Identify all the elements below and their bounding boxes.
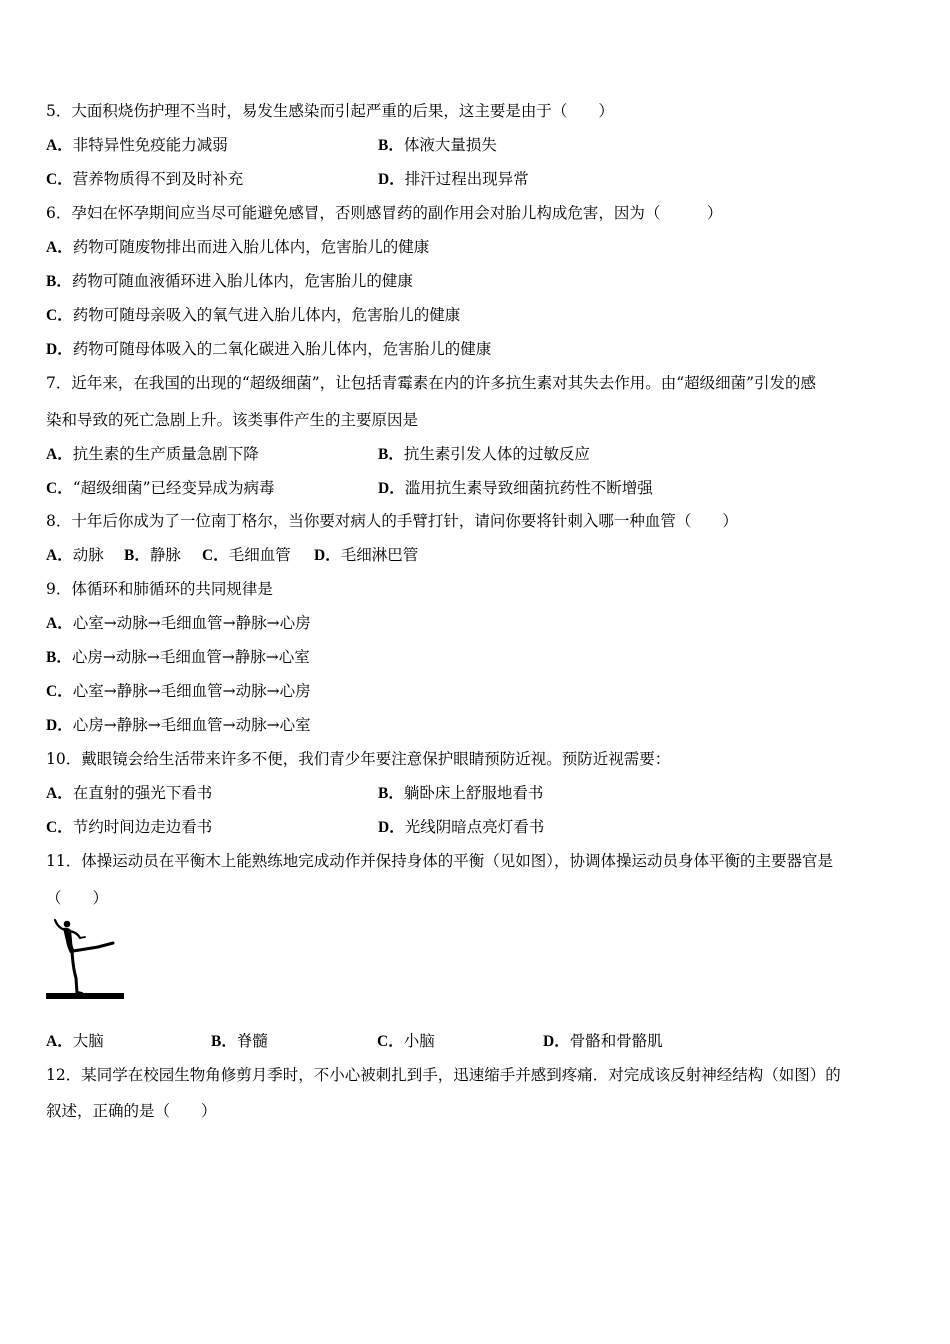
q10-option-c: C．节约时间边走边看书: [46, 818, 213, 836]
q11-option-c: C．小脑: [377, 1032, 435, 1050]
balance-beam: [46, 993, 124, 999]
q10-option-d: D．光线阴暗点亮灯看书: [378, 818, 545, 836]
q5-option-a: A．非特异性免疫能力减弱: [46, 136, 228, 154]
q6-option-c: C．药物可随母亲吸入的氧气进入胎儿体内，危害胎儿的健康: [46, 306, 461, 324]
q10-stem: 10．戴眼镜会给生活带来许多不便，我们青少年要注意保护眼睛预防近视。预防近视需要：: [46, 750, 671, 768]
q5-stem: 5．大面积烧伤护理不当时，易发生感染而引起严重的后果，这主要是由于（ ）: [46, 102, 614, 120]
q7-option-d: D．滥用抗生素导致细菌抗药性不断增强: [378, 479, 653, 497]
q8-option-b: B．静脉: [124, 546, 181, 564]
q7-option-c: C．“超级细菌”已经变异成为病毒: [46, 479, 275, 497]
q11-option-d: D．骨骼和骨骼肌: [543, 1032, 663, 1050]
q8-option-a: A．动脉: [46, 546, 104, 564]
q6-option-a: A．药物可随废物排出而进入胎儿体内，危害胎儿的健康: [46, 238, 430, 256]
q12-stem-line2: 叙述，正确的是（ ）: [46, 1102, 217, 1120]
q8-stem: 8．十年后你成为了一位南丁格尔，当你要对病人的手臂打针，请问你要将针刺入哪一种血管（ ）: [46, 512, 738, 530]
q7-option-a: A．抗生素的生产质量急剧下降: [46, 445, 259, 463]
q6-option-b: B．药物可随血液循环进入胎儿体内，危害胎儿的健康: [46, 272, 413, 290]
q5-option-b: B．体液大量损失: [378, 136, 497, 154]
q8-option-d: D．毛细淋巴管: [314, 546, 419, 564]
q7-option-b: B．抗生素引发人体的过敏反应: [378, 445, 590, 463]
gymnast-silhouette: [55, 920, 113, 993]
q5-option-d: D．排汗过程出现异常: [378, 170, 529, 188]
q11-option-b: B．脊髓: [211, 1032, 268, 1050]
gymnast-on-balance-beam-figure: [44, 916, 128, 1002]
q11-stem-line1: 11．体操运动员在平衡木上能熟练地完成动作并保持身体的平衡（见如图），协调体操运动员身体平衡的主要器官是: [46, 852, 833, 870]
q9-option-a: A．心室→动脉→毛细血管→静脉→心房: [46, 614, 311, 632]
q11-option-a: A．大脑: [46, 1032, 104, 1050]
q7-stem-line1: 7．近年来，在我国的出现的“超级细菌”，让包括青霉素在内的许多抗生素对其失去作用。由“超级细菌”引发的感: [46, 374, 817, 392]
q5-option-c: C．营养物质得不到及时补充: [46, 170, 244, 188]
q9-option-c: C．心室→静脉→毛细血管→动脉→心房: [46, 682, 311, 700]
q6-option-d: D．药物可随母体吸入的二氧化碳进入胎儿体内，危害胎儿的健康: [46, 340, 492, 358]
q10-option-b: B．躺卧床上舒服地看书: [378, 784, 544, 802]
q6-stem: 6．孕妇在怀孕期间应当尽可能避免感冒，否则感冒药的副作用会对胎儿构成危害，因为（ ）: [46, 204, 723, 222]
q9-option-d: D．心房→静脉→毛细血管→动脉→心室: [46, 716, 311, 734]
q9-option-b: B．心房→动脉→毛细血管→静脉→心室: [46, 648, 310, 666]
q10-option-a: A．在直射的强光下看书: [46, 784, 213, 802]
q8-option-c: C．毛细血管: [202, 546, 291, 564]
q11-stem-line2: （ ）: [46, 889, 109, 907]
q7-stem-line2: 染和导致的死亡急剧上升。该类事件产生的主要原因是: [46, 411, 419, 429]
q9-stem: 9．体循环和肺循环的共同规律是: [46, 580, 273, 598]
q12-stem-line1: 12．某同学在校园生物角修剪月季时，不小心被刺扎到手，迅速缩手并感到疼痛．对完成该反射神经结构（如图）的: [46, 1066, 841, 1084]
